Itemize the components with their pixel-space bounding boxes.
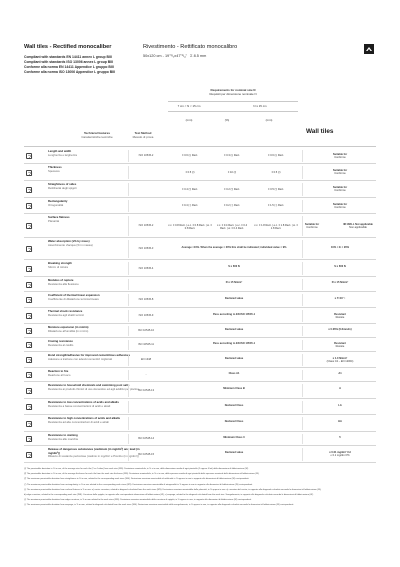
- table-row: [24, 352, 376, 368]
- column-separator: [302, 340, 303, 350]
- row-test-method: ISO 10545-9: [138, 314, 154, 317]
- column-separator: [302, 183, 303, 196]
- row-requirement-c: ± 0.5 (³) Rect.: [268, 187, 284, 191]
- row-requirement-b: ± 10 (²): [227, 170, 237, 174]
- row-result: [308, 451, 372, 458]
- footnote: (⁴) The maximum permissible deviation from rectangularity, in % or mm related to the corresponding work sizes (WS). Deviazione massima ammissibile di ortogonalità in % oppure in mm in rapporto alle dimensioni di fabbricazione (W) corrispondenti.: [24, 483, 253, 486]
- column-separator: [302, 150, 303, 162]
- requirements-en: Requirements for nominal size N: [210, 88, 256, 92]
- row-title-it: Planarità: [48, 218, 60, 223]
- row-result: [308, 265, 372, 268]
- row-result-en: Resistant: [334, 312, 346, 316]
- row-title-it: Ortogonalità: [48, 202, 64, 207]
- row-title-it: Adesione a trazione con adesivi cementizi migliorati: [48, 356, 113, 361]
- row-title-en: Bond strength/adhesive for improved cementitious adhesives: [48, 353, 131, 357]
- row-requirement-b: ± 0.3 (¹) Rect.: [224, 154, 240, 157]
- row-title-it: Resistenza alle macchie: [48, 436, 79, 441]
- row-title: [48, 279, 148, 286]
- table-row: [24, 446, 376, 463]
- row-title-en: Straightness of sides: [48, 182, 77, 186]
- row-result-en: LA: [338, 403, 342, 407]
- table-row: [24, 238, 376, 260]
- row-title-it: Rilascio di sostanze pericolose (cadmio in mg/dm² e Piombo (in mg/dm²)): [48, 454, 139, 459]
- row-result-en: Suitable for: [332, 202, 348, 206]
- table-row: [24, 382, 376, 399]
- row-requirement-c: ± 0.5 (²): [271, 170, 281, 174]
- thickness-icon: [26, 170, 32, 176]
- column-separator: [302, 370, 303, 380]
- row-test-method: EN 1348: [140, 358, 152, 361]
- row-test-method: ISO 10545-10: [137, 329, 155, 332]
- expansion-icon: [26, 297, 32, 303]
- row-title-it: Coefficiente di dilatazione termica lineare: [48, 296, 99, 301]
- footnote: (⁵) The maximum permissible deviation from surface flatness in % or mm: a) centre curvature, related to diagonal calculated from the work sizes (WS). Deviazione massima ammissibile della planarità, in % oppure in mm: a) curvatura del centro, in rapporto alla diagonale calcolata secondo le dimensioni di fabbricazione (W);: [24, 488, 322, 491]
- row-result-it: Conforme: [334, 155, 346, 159]
- row-requirement: S ≥ 600 N: [228, 265, 240, 268]
- column-separator: [128, 262, 129, 275]
- row-result-3dwall: [334, 223, 382, 230]
- row-result-en: 5: [339, 435, 341, 439]
- compliance-line: Conforme alla norma EN 14411 Appendice L gruppo BIII: [24, 65, 114, 69]
- table-row: [24, 198, 376, 214]
- row-title-it: Resistenza alla flessione: [48, 281, 79, 286]
- unit-label: (mm): [185, 118, 193, 122]
- compliance-line: Conforme alla norma ISO 13006 Appendice L gruppo BIII: [24, 70, 116, 74]
- column-separator: [128, 434, 129, 444]
- row-title-en: Thickness: [48, 165, 62, 169]
- table-row: [24, 181, 376, 198]
- technical-features-it: Caratteristiche tecniche: [81, 135, 113, 139]
- column-separator: [302, 166, 303, 179]
- table-row: [24, 308, 376, 324]
- row-title-en: Length and width: [48, 149, 72, 153]
- unit-label: (%): [224, 118, 230, 122]
- row-requirement-c: c.c. ± 1.8 Rect. | e.c. ± 1.8 Rect. | w. ± 1.8 Rect.: [254, 224, 298, 231]
- row-requirement: Average >10%. When the average > 20% this shall be indicated; individual value > 9%: [181, 245, 287, 249]
- row-result-it: Conforme: [334, 172, 346, 176]
- column-separator: [302, 240, 303, 258]
- straightness-icon: [26, 187, 32, 193]
- row-test-method: ISO 10545-2: [138, 224, 154, 227]
- row-requirement: Declared Class: [224, 420, 244, 423]
- row-title-it: Dilatazione all'umidità (in mm/m): [48, 328, 89, 333]
- row-test-method: ISO 10545-3: [138, 247, 154, 250]
- row-result-it: Conforme: [334, 205, 346, 209]
- row-divider: [24, 462, 376, 463]
- technical-features-header: [62, 131, 132, 139]
- row-title-en: Resistance to high concentrations of acids and alkalis: [48, 416, 121, 420]
- header-bottom-rule: [24, 146, 376, 147]
- column-separator: [128, 200, 129, 212]
- row-requirement: Pass according to EN ISO 10545-1: [212, 312, 256, 316]
- row-title: [48, 183, 148, 190]
- moisture-icon: [26, 328, 32, 334]
- row-result: [308, 313, 372, 320]
- row-test-method: ISO 10545-15: [137, 452, 155, 456]
- row-title-en: Resistance to household chemicals and swimming pool salts: [48, 383, 130, 387]
- compliance-line: Compliant with standards ISO 13006 annex L group BIII: [24, 60, 114, 64]
- row-requirement: Declared value: [224, 296, 244, 300]
- table-row: [24, 292, 376, 308]
- flatness-icon: [26, 223, 32, 229]
- row-result2-it: Non applicabile: [349, 225, 367, 229]
- row-requirement-a: ± 0.6 (¹) Rect.: [182, 154, 198, 157]
- row-result-en: ≥ 1.0 N/mm²: [332, 356, 348, 360]
- row-test-method: ISO 10545-2: [138, 154, 154, 157]
- row-title-it: Resistenza agli sbalzi termici: [48, 312, 84, 317]
- row-test-method: -: [145, 373, 147, 376]
- wall-tiles-header: Wall tiles: [306, 128, 334, 135]
- row-result: [294, 223, 330, 230]
- row-requirement-b: ± 0.2 (⁴) Rect.: [223, 204, 241, 207]
- row-result2-en: 3D WALL Not applicable: [343, 222, 373, 226]
- column-separator: [128, 294, 129, 306]
- row-result-en: Suitable for: [332, 169, 348, 172]
- rectangularity-icon: [26, 203, 32, 209]
- row-requirement: Declared value: [224, 451, 244, 454]
- acid-low-icon: [26, 404, 32, 410]
- thickness-value: Σ 8.5 mm: [190, 54, 207, 58]
- footnote: (¹) The permissible deviation in % in mm, of the average size for each tile (2 or 4 sides) from work size (WS). Deviazione ammissibile, in % o in mm, della dimensione media di ogni piastrella (2 oppure 4 lati) dalla dimensione di fabbricazione (W).: [24, 468, 249, 470]
- row-title-en: Release of dangerous substances (cadmium (in mg/dm²) and lead (in mg/dm²)): [48, 447, 140, 455]
- row-requirement-a: c.c. ± 0.8 Rect. | e.c. ± 0.8 Rect. | w. ± 0.8 Rect.: [168, 224, 212, 231]
- row-result: [308, 153, 372, 160]
- table-row: [24, 260, 376, 277]
- row-title-it: Resistenza ai prodotti chimici di uso domestico ed agli additivi per piscina: [48, 386, 139, 391]
- row-title-en: Resistance to staining: [48, 433, 78, 437]
- column-separator: [128, 183, 129, 196]
- column-separator: [128, 448, 129, 461]
- table-row: [24, 214, 376, 238]
- column-separator: [128, 240, 129, 258]
- table-row: [24, 432, 376, 446]
- row-result-it: Resiste: [335, 344, 345, 348]
- row-requirement-a: ± 0.5 (²): [185, 170, 195, 174]
- column-separator: [302, 384, 303, 397]
- row-result-it: Conforme: [306, 225, 318, 229]
- column-separator: [128, 340, 129, 350]
- table-row: [24, 164, 376, 181]
- footnote: (²) The permissible deviation in % in mm, of the average thickness for each tile from the work size thickness (WS). Deviazione ammissibile, in % o in mm, dello spessore medio di ogni piastrella dalle spessore nominale della dimensione di fabbricazione (W).: [24, 473, 260, 476]
- column-separator: [302, 354, 303, 366]
- test-method-it: Metodo di prova: [132, 135, 154, 139]
- row-title: [48, 216, 148, 223]
- bond-icon: [26, 357, 32, 363]
- row-result-en: Suitable for: [304, 222, 320, 226]
- row-result: [308, 372, 372, 375]
- breaking-icon: [26, 266, 32, 272]
- rupture-icon: [26, 282, 32, 288]
- stain-icon: [26, 436, 32, 442]
- column-separator: [302, 310, 303, 322]
- column-separator: [128, 417, 129, 430]
- column-header-a: 7 cm < N < 15 cm: [177, 104, 201, 108]
- row-title-it: Resistenza a basse concentrazioni di acidi e alcali: [48, 403, 111, 408]
- requirements-rule: [168, 101, 298, 102]
- table-row: [24, 324, 376, 338]
- size-value: 50x120 cm - 19"¹/₂x47"¹/₄": [143, 54, 187, 58]
- logo-mark-icon: [364, 44, 374, 54]
- row-title-en: Resistance to low concentrations of acids and alkalis: [48, 400, 119, 404]
- row-requirement-a: ± 0.4 (⁴) Rect.: [181, 204, 199, 207]
- table-row: [24, 277, 376, 292]
- row-title-en: Thermal shock resistance: [48, 309, 83, 313]
- row-requirement: Declared value: [224, 327, 244, 331]
- row-requirement-c: ± 1.5 (⁴) Rect.: [267, 204, 285, 207]
- row-title: [48, 417, 148, 424]
- row-result-en: ≤ 0.06% (0.6mm/m): [328, 327, 352, 331]
- row-result: [308, 387, 372, 390]
- unit-label: (mm): [265, 118, 273, 122]
- row-result-en: 10% < E < 20%: [330, 245, 350, 249]
- row-title-en: Reaction to fire: [48, 369, 69, 373]
- row-result-en: ≤ 0.01 mg/dm² Cd: [329, 451, 351, 454]
- row-title-it: Spessore: [48, 168, 60, 173]
- row-test-method: ISO 10545-4: [138, 266, 154, 270]
- brand-logo: [364, 44, 374, 54]
- row-result-en: A: [339, 387, 341, 390]
- table-row: [24, 148, 376, 164]
- row-title-it: Reazione al fuoco: [48, 372, 71, 377]
- row-result: [308, 342, 372, 349]
- technical-features-en: Technical features: [83, 131, 111, 135]
- row-result-en: ≤ 7×10⁻⁶: [334, 296, 346, 300]
- crazing-icon: [26, 342, 32, 348]
- row-result: [308, 246, 372, 249]
- row-result-en: Suitable for: [332, 186, 348, 189]
- row-result: [308, 404, 372, 407]
- lead-icon: [26, 452, 32, 458]
- column-rule: [168, 111, 298, 112]
- column-separator: [302, 448, 303, 461]
- thermal-icon: [26, 313, 32, 319]
- water-drop-icon: [26, 246, 32, 252]
- row-title-it: Sforzo di rottura: [48, 264, 68, 269]
- row-requirement: Minimum Class B: [223, 387, 245, 390]
- table-row: [24, 415, 376, 432]
- row-result: [308, 186, 372, 193]
- test-method-header: [130, 131, 156, 139]
- column-separator: [302, 262, 303, 275]
- column-separator: [302, 401, 303, 413]
- footnote: (⁶) The maximum permissible deviation from edge curvature, in % or mm related to the work sizes (WS). Deviazione massima ammissibile della curvatura di spigolo, in % oppure in mm, in rapporto alle dimensioni di fabbricazione (W) corrispondenti.: [24, 499, 252, 502]
- ruler-icon: [26, 153, 32, 159]
- row-title-en: Modulus of rupture: [48, 278, 74, 282]
- row-result-en: Suitable for: [332, 152, 348, 156]
- row-result: [308, 169, 372, 176]
- row-requirement: Class A1: [228, 371, 240, 375]
- row-title-en: Coefficient of thermal linear expansion: [48, 293, 100, 297]
- row-result: [308, 436, 372, 439]
- column-separator: [128, 354, 129, 366]
- row-requirement: R ≥ 15 N/mm²: [225, 281, 243, 284]
- row-requirement-c: ± 0.6 (¹) Rect.: [268, 154, 284, 157]
- row-test-method: ISO 10545-14: [137, 437, 155, 440]
- column-separator: [302, 434, 303, 444]
- footnote: b) edge curvature, related to the corresponding work size (WS). Curvatura dello spigolo, in rapporto alla corrispondente dimensione di fabbricazione (W); c) warpage, related to the diagonal calculated from the work size. Svergolamento, in rapporto alla diagonale calcolata secondo le dimensioni di fabbricazione (W).: [24, 494, 314, 496]
- row-title-en: Water absorption (x% by mass): [48, 239, 90, 243]
- row-requirement: Declared Class: [224, 403, 244, 407]
- row-title-en: Moisture expansion (in mm/m): [48, 325, 89, 329]
- row-requirement: Pass according to EN ISO 10545-1: [212, 341, 256, 345]
- row-result: [308, 328, 372, 331]
- row-result-en: R ≥ 15 N/mm²: [331, 281, 349, 284]
- row-result: [308, 357, 372, 364]
- document-title: Wall tiles - Rectified monocaliber: [24, 44, 112, 50]
- column-separator: [128, 279, 129, 290]
- row-result: [308, 297, 372, 300]
- column-separator: [302, 294, 303, 306]
- column-header-b: N ≥ 15 cm: [253, 104, 267, 108]
- row-result-it: Conforme: [334, 189, 346, 193]
- column-separator: [128, 384, 129, 397]
- row-title-it: Lunghezza e larghezza: [48, 152, 77, 157]
- row-title: [48, 166, 148, 173]
- row-result-en: Resistant: [334, 341, 346, 345]
- chemical-icon: [26, 388, 32, 394]
- column-separator: [128, 370, 129, 380]
- column-separator: [128, 326, 129, 336]
- column-separator: [128, 310, 129, 322]
- row-result: [308, 203, 372, 210]
- column-separator: [302, 200, 303, 212]
- column-separator: [128, 216, 129, 236]
- row-result: [308, 281, 372, 284]
- compliance-line: Compliant with standards EN 14411 annex L group BIII: [24, 55, 112, 59]
- row-title-en: Crazing resistance: [48, 339, 73, 343]
- row-result-it: (Class C2 – EN 12004): [326, 359, 354, 363]
- row-requirement-a: ± 0.4 (³) Rect.: [182, 187, 198, 191]
- table-row: [24, 399, 376, 415]
- row-result-en: HA: [338, 420, 342, 423]
- row-result: [308, 420, 372, 423]
- row-title-en: Breaking strength: [48, 261, 72, 265]
- test-method-en: Test Method: [134, 131, 152, 135]
- column-separator: [128, 166, 129, 179]
- row-title: [48, 401, 148, 408]
- footnote: (⁷) The maximum permissible deviation from warpage, in % or mm, related to diagonal calculated from the work sizes (WS). Deviazione massima ammissibile dello svergolamento, in % oppure in mm, in rapporto alla diagonale calcolata secondo le dimensioni di fabbricazione (W) corrispondenti.: [24, 504, 294, 507]
- row-result-it: ≤ 0.1 mg/dm² Pb: [330, 454, 350, 458]
- table-row: [24, 368, 376, 382]
- row-test-method: ISO 10545-13: [137, 388, 155, 392]
- column-separator: [128, 150, 129, 162]
- row-title-en: Rectangularity: [48, 199, 68, 203]
- row-requirement: Minimum Class 3: [223, 435, 245, 439]
- column-separator: [302, 279, 303, 290]
- row-test-method: ISO 10545-8: [138, 298, 154, 301]
- row-title-it: Resistenza ad alte concentrazioni di acidi e alcali: [48, 419, 109, 424]
- row-title-en: Surface flatness: [48, 215, 70, 219]
- size-info: [143, 54, 206, 58]
- column-separator: [128, 401, 129, 413]
- document-subtitle: Rivestimento - Rettificato monocalibro: [143, 44, 238, 50]
- requirements-header: [168, 88, 298, 96]
- row-title-it: Assorbimento d'acqua (% in massa): [48, 242, 93, 247]
- row-requirement-b: ± 0.2 (³) Rect.: [224, 187, 240, 191]
- row-test-method: ISO 10545-11: [138, 343, 154, 346]
- row-title: [48, 200, 148, 207]
- acid-high-icon: [26, 421, 32, 427]
- footnote: (³) The maximum permissible deviation from straightness in % in mm, related to the corresponding work sizes (WS). Deviazione massima ammissibile di rettilineità in % oppure in mm in rapporto alle dimensioni di fabbricazione (W) corrispondenti.: [24, 478, 250, 481]
- row-requirement-b: c.c. ± 0.4 Rect. | e.c. ± 0.4 Rect. | w. ± 0.4 Rect.: [216, 224, 248, 231]
- fire-icon: [26, 372, 32, 378]
- row-result-it: Resiste: [335, 315, 345, 319]
- table-row: [24, 338, 376, 352]
- column-separator: [302, 417, 303, 430]
- column-separator: [302, 326, 303, 336]
- row-result-en: A1: [338, 371, 342, 375]
- row-requirement: Declared value: [224, 356, 244, 360]
- requirements-it: Requisiti per dimensione nominale N: [209, 92, 257, 96]
- row-title-it: Resistenza al cavillo: [48, 342, 74, 347]
- row-title-it: Rettilineità degli spigoli: [48, 185, 77, 190]
- row-result-en: S ≥ 600 N: [334, 265, 346, 268]
